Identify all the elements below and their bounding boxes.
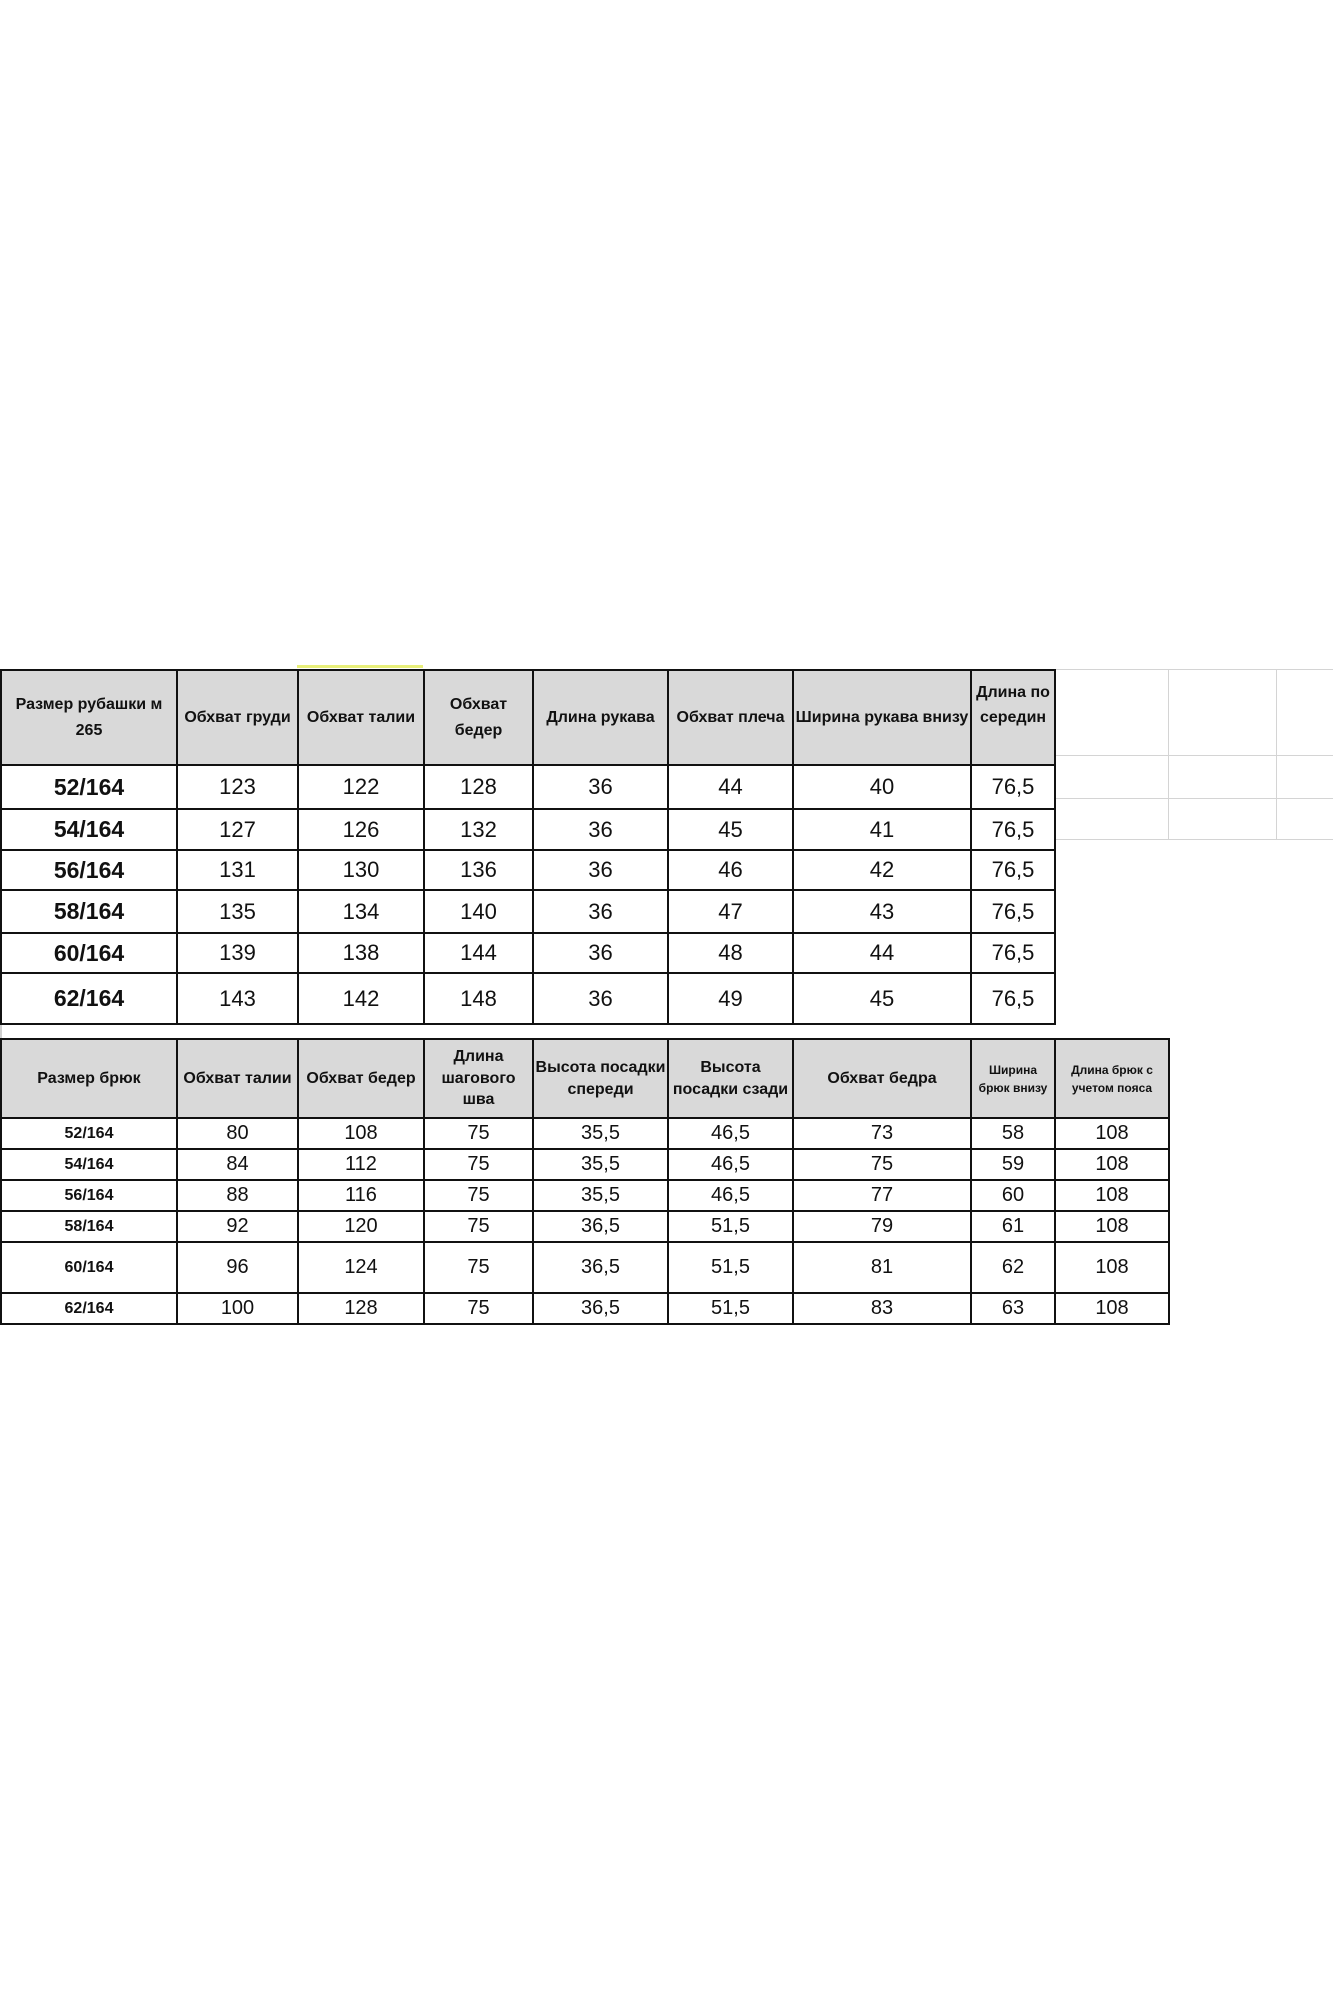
shirt-cell: 45	[668, 809, 793, 850]
pants-cell: 75	[424, 1242, 533, 1293]
pants-cell: 75	[424, 1180, 533, 1211]
pants-cell: 61	[971, 1211, 1055, 1242]
gridline	[1054, 839, 1333, 840]
shirt-cell: 148	[424, 973, 533, 1024]
pants-cell: 84	[177, 1149, 298, 1180]
pants-cell: 100	[177, 1293, 298, 1324]
pants-header-size: Размер брюк	[1, 1039, 177, 1118]
pants-cell: 51,5	[668, 1293, 793, 1324]
shirt-header-sleeve-length: Длина рукава	[533, 670, 668, 765]
pants-cell: 58/164	[1, 1211, 177, 1242]
table-row	[1, 973, 1055, 1024]
shirt-cell: 36	[533, 933, 668, 973]
pants-cell: 81	[793, 1242, 971, 1293]
pants-cell: 46,5	[668, 1180, 793, 1211]
shirt-header-size: Размер рубашки м 265	[1, 670, 177, 765]
pants-cell: 35,5	[533, 1118, 668, 1149]
pants-cell: 77	[793, 1180, 971, 1211]
pants-cell: 120	[298, 1211, 424, 1242]
pants-cell: 56/164	[1, 1180, 177, 1211]
shirt-cell: 135	[177, 890, 298, 933]
shirt-cell: 52/164	[1, 765, 177, 809]
shirt-header-length-text: Длина по середин	[976, 684, 1050, 726]
table-row	[1, 890, 1055, 933]
shirt-cell: 126	[298, 809, 424, 850]
pants-cell: 36,5	[533, 1211, 668, 1242]
shirt-cell: 36	[533, 890, 668, 933]
pants-header-row	[1, 1039, 1169, 1118]
pants-cell: 83	[793, 1293, 971, 1324]
pants-cell: 108	[1055, 1118, 1169, 1149]
gridline	[1276, 669, 1277, 839]
pants-cell: 58	[971, 1118, 1055, 1149]
shirt-cell: 45	[793, 973, 971, 1024]
shirt-cell: 56/164	[1, 850, 177, 890]
pants-cell: 51,5	[668, 1242, 793, 1293]
gridline	[1054, 755, 1333, 756]
shirt-cell: 44	[793, 933, 971, 973]
shirt-cell: 47	[668, 890, 793, 933]
pants-cell: 116	[298, 1180, 424, 1211]
pants-cell: 62	[971, 1242, 1055, 1293]
shirt-cell: 123	[177, 765, 298, 809]
pants-cell: 62/164	[1, 1293, 177, 1324]
shirt-header-chest: Обхват груди	[177, 670, 298, 765]
shirt-cell: 42	[793, 850, 971, 890]
pants-header-length: Длина брюк с учетом пояса	[1055, 1039, 1169, 1118]
pants-cell: 46,5	[668, 1149, 793, 1180]
pants-cell: 73	[793, 1118, 971, 1149]
shirt-header-row	[1, 670, 1055, 765]
pants-cell: 92	[177, 1211, 298, 1242]
shirt-size-table	[0, 669, 1056, 1025]
shirt-cell: 40	[793, 765, 971, 809]
pants-cell: 60/164	[1, 1242, 177, 1293]
cell-highlight-marker	[297, 665, 423, 668]
gridline	[1054, 798, 1333, 799]
shirt-cell: 44	[668, 765, 793, 809]
shirt-cell: 43	[793, 890, 971, 933]
shirt-cell: 138	[298, 933, 424, 973]
pants-cell: 108	[298, 1118, 424, 1149]
shirt-cell: 127	[177, 809, 298, 850]
pants-header-back-rise: Высота посадки сзади	[668, 1039, 793, 1118]
table-row	[1, 1118, 1169, 1149]
pants-cell: 75	[424, 1211, 533, 1242]
shirt-cell: 46	[668, 850, 793, 890]
shirt-cell: 140	[424, 890, 533, 933]
shirt-cell: 58/164	[1, 890, 177, 933]
shirt-cell: 76,5	[971, 973, 1055, 1024]
shirt-header-length	[971, 670, 1055, 765]
table-row	[1, 1293, 1169, 1324]
pants-cell: 75	[424, 1118, 533, 1149]
table-row	[1, 933, 1055, 973]
pants-cell: 35,5	[533, 1180, 668, 1211]
shirt-header-hips: Обхват бедер	[424, 670, 533, 765]
pants-cell: 54/164	[1, 1149, 177, 1180]
shirt-cell: 128	[424, 765, 533, 809]
shirt-cell: 136	[424, 850, 533, 890]
shirt-cell: 143	[177, 973, 298, 1024]
shirt-cell: 76,5	[971, 890, 1055, 933]
pants-cell: 60	[971, 1180, 1055, 1211]
shirt-cell: 139	[177, 933, 298, 973]
pants-cell: 52/164	[1, 1118, 177, 1149]
pants-cell: 36,5	[533, 1293, 668, 1324]
pants-header-thigh: Обхват бедра	[793, 1039, 971, 1118]
pants-cell: 108	[1055, 1211, 1169, 1242]
shirt-cell: 144	[424, 933, 533, 973]
pants-cell: 63	[971, 1293, 1055, 1324]
shirt-cell: 142	[298, 973, 424, 1024]
shirt-cell: 49	[668, 973, 793, 1024]
pants-header-inseam: Длина шагового шва	[424, 1039, 533, 1118]
pants-cell: 75	[424, 1293, 533, 1324]
shirt-cell: 36	[533, 850, 668, 890]
shirt-cell: 131	[177, 850, 298, 890]
pants-header-waist: Обхват талии	[177, 1039, 298, 1118]
shirt-cell: 54/164	[1, 809, 177, 850]
pants-cell: 112	[298, 1149, 424, 1180]
pants-cell: 124	[298, 1242, 424, 1293]
pants-cell: 75	[424, 1149, 533, 1180]
pants-cell: 79	[793, 1211, 971, 1242]
shirt-cell: 134	[298, 890, 424, 933]
gridline	[1168, 669, 1169, 839]
pants-cell: 75	[793, 1149, 971, 1180]
pants-cell: 88	[177, 1180, 298, 1211]
shirt-header-waist: Обхват талии	[298, 670, 424, 765]
table-row	[1, 1211, 1169, 1242]
pants-header-hips: Обхват бедер	[298, 1039, 424, 1118]
gridline	[1054, 669, 1333, 670]
shirt-cell: 41	[793, 809, 971, 850]
table-row	[1, 850, 1055, 890]
shirt-cell: 62/164	[1, 973, 177, 1024]
pants-cell: 108	[1055, 1293, 1169, 1324]
shirt-cell: 36	[533, 809, 668, 850]
table-row	[1, 765, 1055, 809]
shirt-cell: 36	[533, 973, 668, 1024]
pants-header-leg-opening: Ширина брюк внизу	[971, 1039, 1055, 1118]
shirt-cell: 76,5	[971, 850, 1055, 890]
table-row	[1, 1242, 1169, 1293]
pants-cell: 80	[177, 1118, 298, 1149]
shirt-header-sleeve-width: Ширина рукава внизу	[793, 670, 971, 765]
shirt-cell: 132	[424, 809, 533, 850]
table-row	[1, 809, 1055, 850]
pants-cell: 46,5	[668, 1118, 793, 1149]
shirt-cell: 122	[298, 765, 424, 809]
pants-cell: 35,5	[533, 1149, 668, 1180]
pants-cell: 96	[177, 1242, 298, 1293]
pants-size-table	[0, 1038, 1170, 1325]
shirt-cell: 60/164	[1, 933, 177, 973]
shirt-cell: 130	[298, 850, 424, 890]
pants-cell: 51,5	[668, 1211, 793, 1242]
shirt-cell: 76,5	[971, 809, 1055, 850]
table-row	[1, 1149, 1169, 1180]
table-row	[1, 1180, 1169, 1211]
shirt-header-shoulder: Обхват плеча	[668, 670, 793, 765]
pants-cell: 108	[1055, 1242, 1169, 1293]
pants-cell: 108	[1055, 1180, 1169, 1211]
shirt-cell: 76,5	[971, 765, 1055, 809]
pants-cell: 128	[298, 1293, 424, 1324]
pants-cell: 59	[971, 1149, 1055, 1180]
shirt-cell: 76,5	[971, 933, 1055, 973]
pants-cell: 108	[1055, 1149, 1169, 1180]
pants-header-front-rise: Высота посадки спереди	[533, 1039, 668, 1118]
shirt-cell: 48	[668, 933, 793, 973]
pants-cell: 36,5	[533, 1242, 668, 1293]
shirt-cell: 36	[533, 765, 668, 809]
